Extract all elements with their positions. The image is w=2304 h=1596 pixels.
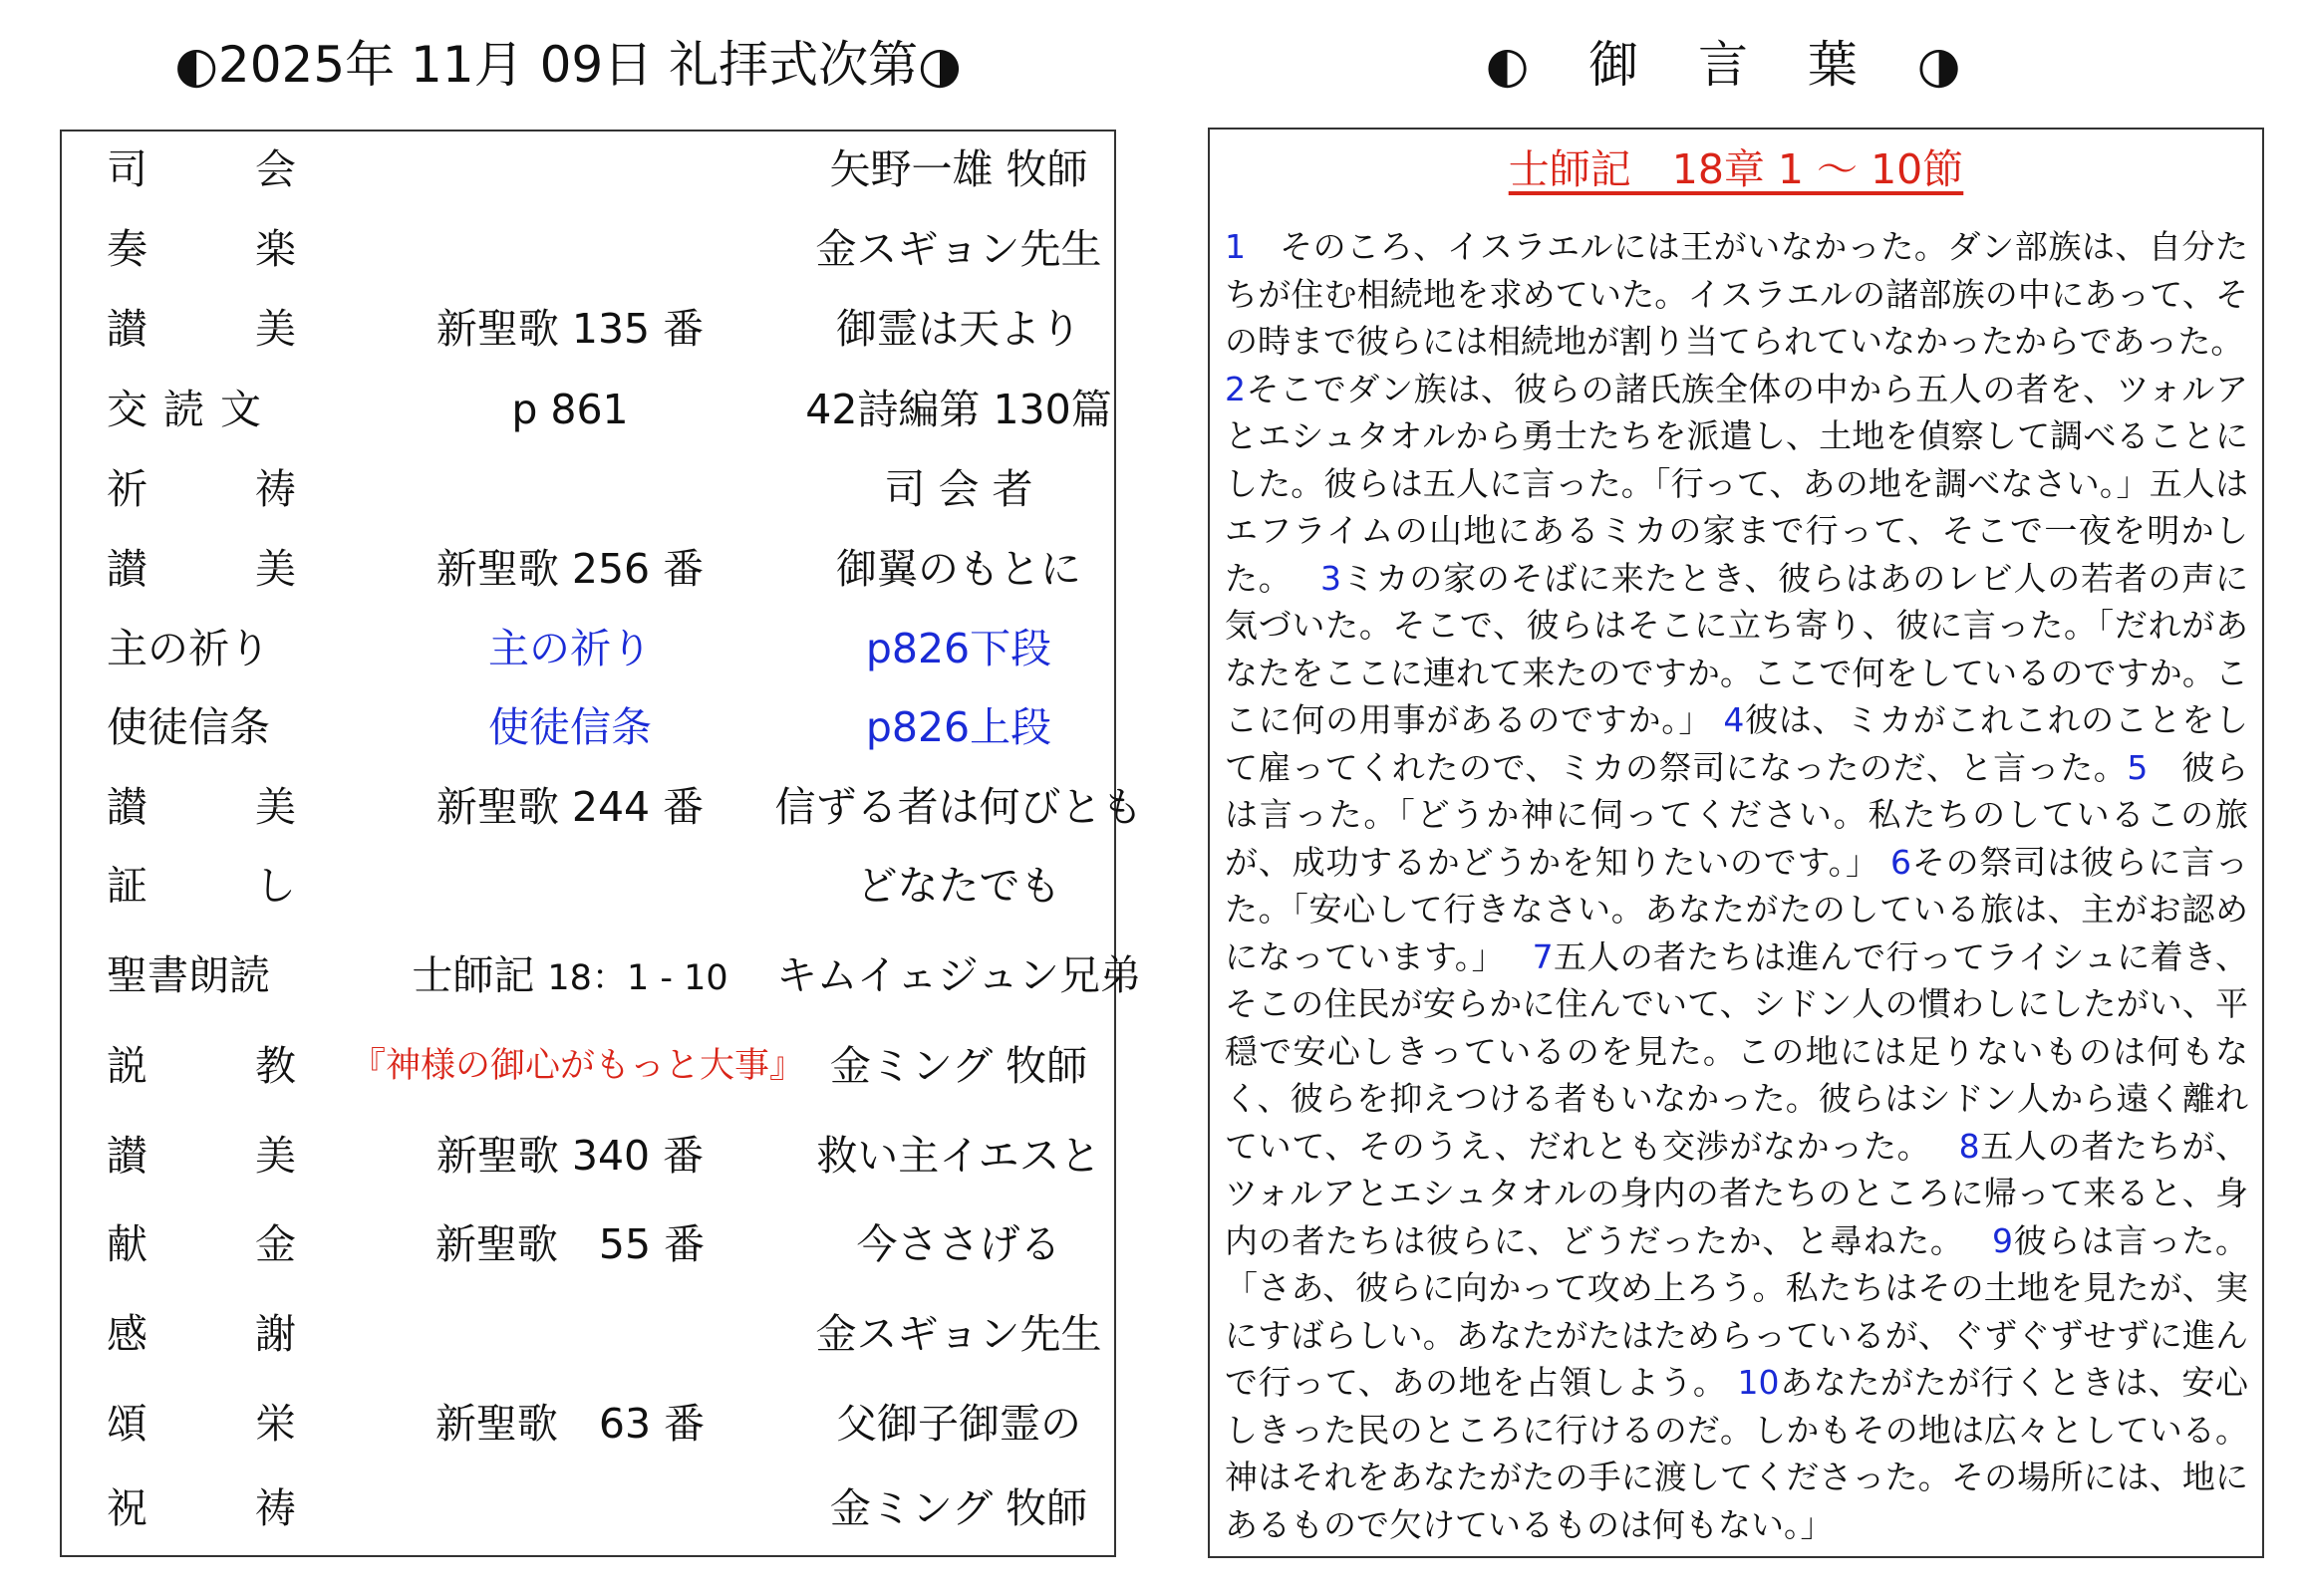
order-item: 交読文 [107, 386, 277, 433]
scripture-reference [1210, 139, 2262, 199]
order-title: 父御子御霊の [836, 1400, 1081, 1448]
verse-text: 五人の者たちが、ツォルアとエシュタオルの身内の者たちのところに帰って来ると、身内の者たちは彼らに、どうだったか、と尋ねた。 [1225, 1126, 2249, 1260]
order-row [62, 851, 1114, 921]
verse-text: 五人の者たちは進んで行ってライシュに着き、そこの住民が安らかに住んでいて、シドン人の慣わしにしたがい、平穏で安心しきっているのを見た。この地には足りないものは何もなく、彼らを抑えつける者もいなかった。彼らはシドン人から遠く離れていて、そのうえ、だれとも交渉がなかった。 [1225, 936, 2248, 1166]
verse-text: あなたがたが行くときは、安心しきった民のところに行けるのだ。しかもその地は広々としている。神はそれをあなたがたの手に渡してくださった。その場所には、地にあるもので欠けているものは何もない。」 [1225, 1363, 2248, 1544]
order-item: 証し [107, 862, 404, 910]
scripture-book: 士師記 [412, 951, 535, 999]
order-row [62, 294, 1114, 364]
order-row [62, 940, 1141, 1010]
verse-number: 9 [1992, 1220, 2014, 1260]
order-item: 聖書朗読 [107, 951, 270, 999]
order-leader: 司 会 者 [884, 465, 1033, 513]
order-row [62, 1121, 1114, 1191]
order-scripture [351, 940, 789, 1013]
order-row [62, 454, 1114, 524]
verse-number: 10 [1737, 1363, 1780, 1402]
order-hymn: 新聖歌 256 番 [435, 545, 705, 593]
scripture-title: ◐ 御 言 葉 ◑ [1485, 36, 1983, 94]
verse-text: その祭司は彼らに言った。「安心して行きなさい。あなたがたのしている旅は、主がお認めになっています。」 [1225, 842, 2248, 976]
verse-number: 1 [1225, 227, 1246, 266]
order-title: 御翼のもとに [836, 545, 1081, 593]
scripture-box [1208, 128, 2264, 1558]
scripture-verse-ref: 18：1 - 10 [547, 958, 728, 998]
verse-text: 彼は、ミカがこれこれのことをして雇ってくれたので、ミカの祭司になったのだ、と言った。 [1225, 700, 2249, 787]
order-page-ref: p826上段 [865, 703, 1052, 751]
verse-number: 4 [1723, 700, 1745, 739]
order-hymn: 新聖歌 340 番 [435, 1132, 705, 1180]
order-reader: キムイェジュン兄弟 [776, 951, 1141, 999]
order-row [62, 1473, 1114, 1543]
sermon-title: 『神様の御心がもっと大事』 [351, 1046, 805, 1086]
verse-number: 6 [1890, 842, 1912, 882]
verse-text: ミカの家のそばに来たとき、彼らはあのレビ人の若者の声に気づいた。そこで、彼らはそこに立ち寄り、彼に言った。「だれがあなたをここに連れて来たのですか。ここで何をしているのですか。ここに何の用事があるのですか。」 [1225, 558, 2248, 739]
order-page-ref: p826下段 [865, 625, 1052, 672]
order-item: 讃美 [107, 1132, 404, 1180]
order-row [62, 1209, 1114, 1279]
order-leader: 金スギョン先生 [815, 225, 1102, 273]
order-row [62, 692, 1114, 762]
order-title: 42詩編第 130篇 [805, 386, 1112, 433]
order-item: 讃美 [107, 783, 404, 831]
order-leader: 矢野一雄 牧師 [829, 145, 1088, 193]
order-item: 使徒信条 [107, 703, 270, 751]
order-item: 感謝 [107, 1310, 404, 1358]
verse-number: 2 [1225, 369, 1246, 408]
order-item: 祈祷 [107, 465, 404, 513]
verse-text: 彼らは言った。「さあ、彼らに向かって攻め上ろう。私たちはその土地を見たが、実にすばらしい。あなたがたはためらっているが、ぐずぐずせずに進んで行って、あの地を占領しよう。 [1225, 1220, 2248, 1402]
order-hymn: 新聖歌 135 番 [435, 305, 705, 353]
verse-text: そのころ、イスラエルには王がいなかった。ダン部族は、自分たちが住む相続地を求めていた。イスラエルの諸部族の中にあって、その時まで彼らには相続地が割り当てられていなかったからであった。 [1225, 227, 2260, 361]
scripture-text [1225, 223, 2260, 1548]
order-item: 司会 [107, 145, 404, 193]
verse-number: 5 [2127, 747, 2149, 787]
order-title: 御霊は天より [836, 305, 1081, 353]
order-leader: 金ミング 牧師 [829, 1484, 1088, 1532]
order-title: 救い主イエスと [816, 1132, 1101, 1180]
scripture-reference-text: 士師記 18章 1 ～ 10節 [1508, 145, 1964, 193]
order-item: 祝祷 [107, 1484, 404, 1532]
order-hymn: 新聖歌 55 番 [434, 1220, 706, 1268]
order-item: 頌栄 [107, 1400, 404, 1448]
verse-text: 彼らは言った。「どうか神に伺ってください。私たちのしているこの旅が、成功するかどうかを知りたいのです。」 [1225, 747, 2249, 882]
order-row [62, 375, 1114, 444]
order-title: ◐2025年 11月 09日 礼拝式次第◑ [174, 36, 962, 94]
order-item: 奏楽 [107, 225, 404, 273]
verse-number: 3 [1320, 558, 1341, 598]
verse-number: 8 [1958, 1126, 1980, 1166]
order-page: p 861 [511, 386, 629, 433]
order-row [62, 1031, 1114, 1101]
order-row [62, 1389, 1114, 1459]
order-item: 讃美 [107, 305, 404, 353]
order-preacher: 金ミング 牧師 [829, 1042, 1088, 1090]
order-item: 説教 [107, 1042, 404, 1090]
order-item: 献金 [107, 1220, 404, 1268]
order-hymn: 新聖歌 244 番 [435, 783, 705, 831]
verse-number: 7 [1532, 936, 1554, 976]
order-prayer: 主の祈り [488, 625, 652, 672]
order-row [62, 1299, 1114, 1369]
order-row [62, 214, 1114, 284]
verse-text: そこでダン族は、彼らの諸氏族全体の中から五人の者を、ツォルアとエシュタオルから勇士たちを派遣し、土地を偵察して調べることにした。彼らは五人に言った。「行って、あの地を調べなさい。」五人はエフライムの山地にあるミカの家まで行って、そこで一夜を明かした。 [1225, 369, 2248, 598]
order-leader: どなたでも [856, 862, 1061, 910]
order-item: 主の祈り [107, 625, 270, 672]
order-row [62, 134, 1114, 204]
order-title: 信ずる者は何びとも [774, 783, 1143, 831]
order-hymn: 新聖歌 63 番 [434, 1400, 706, 1448]
service-order-table [60, 130, 1143, 1557]
order-row [62, 534, 1114, 604]
order-leader: 金スギョン先生 [815, 1310, 1102, 1358]
order-creed: 使徒信条 [488, 703, 652, 751]
order-row [62, 772, 1143, 842]
order-row [62, 614, 1114, 683]
order-title: 今ささげる [856, 1220, 1061, 1268]
order-item: 讃美 [107, 545, 404, 593]
